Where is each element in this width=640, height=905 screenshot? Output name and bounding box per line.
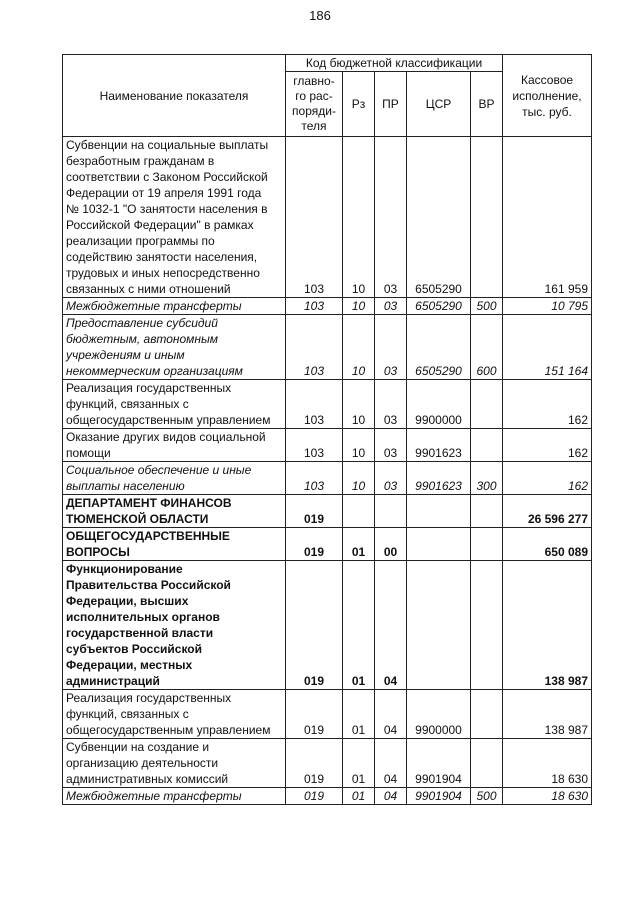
row-rz: 10 [343, 429, 375, 462]
row-csr: 9901623 [407, 462, 471, 495]
row-csr: 9901904 [407, 788, 471, 805]
row-amount: 18 630 [503, 788, 592, 805]
row-pr: 04 [375, 561, 407, 690]
row-csr: 6505290 [407, 298, 471, 315]
row-admin-code: 019 [286, 561, 343, 690]
row-amount: 138 987 [503, 690, 592, 739]
row-amount: 162 [503, 429, 592, 462]
row-pr: 00 [375, 528, 407, 561]
row-pr: 04 [375, 690, 407, 739]
row-vr: 300 [471, 462, 503, 495]
row-admin-code: 103 [286, 429, 343, 462]
table-row [63, 495, 592, 528]
header-vr: ВР [471, 72, 503, 137]
row-amount: 18 630 [503, 739, 592, 788]
row-rz: 01 [343, 561, 375, 690]
row-csr: 9900000 [407, 380, 471, 429]
header-admin: главно-го рас-поряди-теля [286, 72, 343, 137]
row-admin-code: 019 [286, 788, 343, 805]
row-pr: 04 [375, 788, 407, 805]
row-vr: 500 [471, 298, 503, 315]
row-csr: 9901623 [407, 429, 471, 462]
table-row [63, 788, 592, 805]
row-pr: 03 [375, 462, 407, 495]
row-amount: 162 [503, 380, 592, 429]
row-rz: 10 [343, 315, 375, 380]
row-amount: 138 987 [503, 561, 592, 690]
row-amount: 26 596 277 [503, 495, 592, 528]
table-row [63, 462, 592, 495]
table-row [63, 298, 592, 315]
row-vr [471, 495, 503, 528]
header-csr: ЦСР [407, 72, 471, 137]
row-csr: 6505290 [407, 137, 471, 298]
row-name: Реализация государственных функций, связанных с общегосударственным управлением [63, 380, 286, 429]
row-vr [471, 561, 503, 690]
row-csr: 9901904 [407, 739, 471, 788]
row-name: Оказание других видов социальной помощи [63, 429, 286, 462]
row-pr: 03 [375, 429, 407, 462]
row-rz: 01 [343, 739, 375, 788]
row-vr: 600 [471, 315, 503, 380]
row-admin-code: 103 [286, 462, 343, 495]
table-row [63, 739, 592, 788]
row-admin-code: 019 [286, 495, 343, 528]
row-amount: 650 089 [503, 528, 592, 561]
row-csr [407, 495, 471, 528]
header-rz: Рз [343, 72, 375, 137]
row-csr: 6505290 [407, 315, 471, 380]
row-rz: 10 [343, 137, 375, 298]
row-rz: 01 [343, 690, 375, 739]
row-vr [471, 739, 503, 788]
row-pr: 04 [375, 739, 407, 788]
row-name: Социальное обеспечение и иные выплаты населению [63, 462, 286, 495]
row-vr [471, 380, 503, 429]
row-pr: 03 [375, 137, 407, 298]
header-exec: Кассовое исполнение, тыс. руб. [503, 55, 592, 137]
row-admin-code: 103 [286, 315, 343, 380]
table-row [63, 561, 592, 690]
row-rz: 10 [343, 298, 375, 315]
header-name: Наименование показателя [63, 55, 286, 137]
row-admin-code: 019 [286, 528, 343, 561]
row-name: ДЕПАРТАМЕНТ ФИНАНСОВ ТЮМЕНСКОЙ ОБЛАСТИ [63, 495, 286, 528]
row-pr: 03 [375, 315, 407, 380]
row-vr [471, 429, 503, 462]
table-row [63, 380, 592, 429]
table-row [63, 690, 592, 739]
table-row [63, 528, 592, 561]
row-csr: 9900000 [407, 690, 471, 739]
row-pr [375, 495, 407, 528]
row-name: Функционирование Правительства Российской Федерации, высших исполнительных органов государственной власти субъектов Российской Федерации, местных администраций [63, 561, 286, 690]
row-amount: 151 164 [503, 315, 592, 380]
row-name: Субвенции на создание и организацию деятельности административных комиссий [63, 739, 286, 788]
budget-table [62, 54, 592, 805]
row-vr: 500 [471, 788, 503, 805]
row-name: Реализация государственных функций, связанных с общегосударственным управлением [63, 690, 286, 739]
row-vr [471, 528, 503, 561]
row-rz: 01 [343, 528, 375, 561]
table-body [63, 137, 592, 805]
header-code-group: Код бюджетной классификации [286, 55, 503, 72]
row-admin-code: 019 [286, 739, 343, 788]
row-admin-code: 103 [286, 380, 343, 429]
table-row [63, 137, 592, 298]
row-pr: 03 [375, 380, 407, 429]
page-number: 186 [309, 8, 331, 23]
row-amount: 161 959 [503, 137, 592, 298]
row-admin-code: 103 [286, 137, 343, 298]
row-pr: 03 [375, 298, 407, 315]
row-vr [471, 690, 503, 739]
row-csr [407, 561, 471, 690]
header-pr: ПР [375, 72, 407, 137]
table-row [63, 315, 592, 380]
table-row [63, 429, 592, 462]
row-amount: 162 [503, 462, 592, 495]
row-rz: 01 [343, 788, 375, 805]
row-admin-code: 019 [286, 690, 343, 739]
row-admin-code: 103 [286, 298, 343, 315]
row-name: Межбюджетные трансферты [63, 788, 286, 805]
row-name: Субвенции на социальные выплаты безработным гражданам в соответствии с Законом Российской Федерации от 19 апреля 1991 года № 1032-1 "О занятости населения в Российской Федерации" в рамках реализации программы по содействию занятости населения, трудовых и иных непосредственно связанных с ними отношений [63, 137, 286, 298]
row-rz [343, 495, 375, 528]
row-name: ОБЩЕГОСУДАРСТВЕННЫЕ ВОПРОСЫ [63, 528, 286, 561]
row-name: Предоставление субсидий бюджетным, автономным учреждениям и иным некоммерческим организациям [63, 315, 286, 380]
table-header [63, 55, 592, 137]
row-vr [471, 137, 503, 298]
row-rz: 10 [343, 380, 375, 429]
row-rz: 10 [343, 462, 375, 495]
row-name: Межбюджетные трансферты [63, 298, 286, 315]
row-amount: 10 795 [503, 298, 592, 315]
row-csr [407, 528, 471, 561]
